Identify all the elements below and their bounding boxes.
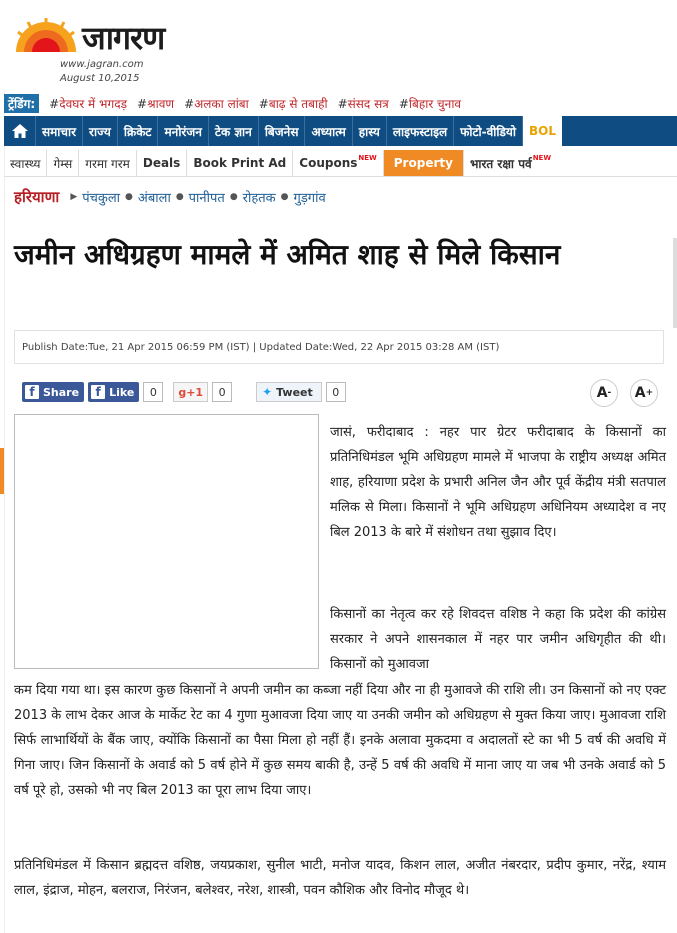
subnav-health[interactable]: स्वास्थ्य bbox=[4, 150, 47, 176]
nav-item-entertainment[interactable]: मनोरंजन bbox=[158, 116, 208, 146]
subnav-deals[interactable]: Deals bbox=[137, 150, 187, 176]
font-decrease-button[interactable]: A - bbox=[590, 379, 618, 407]
trending-item[interactable]: #देवघर में भगदड़ bbox=[49, 96, 128, 111]
new-badge: NEW bbox=[358, 154, 377, 162]
facebook-icon: f bbox=[91, 385, 105, 399]
google-plus-button[interactable]: g +1 bbox=[173, 382, 208, 402]
site-logo[interactable] bbox=[14, 14, 214, 86]
nav-item-spirituality[interactable]: अध्यात्म bbox=[305, 116, 352, 146]
subnav-property[interactable]: Property bbox=[384, 150, 464, 176]
breadcrumb-city[interactable]: पंचकुला bbox=[82, 191, 121, 206]
main-nav bbox=[4, 116, 677, 146]
google-plus-icon: g bbox=[178, 385, 187, 399]
trending-bar bbox=[4, 93, 677, 113]
article-paragraph: किसानों का नेतृत्व कर रहे शिवदत्त वशिष्ठ ने कहा कि प्रदेश की कांग्रेस सरकार ने अपने शासनकाल में नहर पार जमीन अधिगृहीत की थी। किसानों को मुआवजा bbox=[330, 607, 666, 672]
nav-item-photo-video[interactable]: फोटो-वीडियो bbox=[454, 116, 523, 146]
article-paragraph: जासं, फरीदाबाद : नहर पार ग्रेटर फरीदाबाद के किसानों का प्रतिनिधिमंडल भूमि अधिग्रहण मामले में भाजपा के राष्ट्रीय अध्यक्ष अमित शाह, हरियाणा प्रदेश के प्रभारी अनिल जैन और पूर्व केंद्रीय मंत्री सतपाल मलिक से मिला। किसानों ने भूमि अधिग्रहण अधिनियम अध्यादेश व नए बिल 2013 के बारे में संशोधन तथा सुझाव दिए। bbox=[330, 425, 666, 540]
trending-item[interactable]: #अलका लांबा bbox=[184, 96, 249, 111]
publish-info: Publish Date:Tue, 21 Apr 2015 06:59 PM (IST) | Updated Date:Wed, 22 Apr 2015 03:28 AM (IST) bbox=[14, 330, 664, 364]
breadcrumb-city[interactable]: अंबाला bbox=[137, 191, 171, 206]
nav-item-business[interactable]: बिजनेस bbox=[259, 116, 306, 146]
bullet-icon: ● bbox=[125, 192, 133, 202]
gplus-count: 0 bbox=[212, 382, 232, 402]
subnav-book-print-ad[interactable]: Book Print Ad bbox=[187, 150, 293, 176]
nav-item-states[interactable]: राज्य bbox=[83, 116, 118, 146]
logo-text: जागरण bbox=[82, 19, 165, 57]
trending-item[interactable]: #बिहार चुनाव bbox=[398, 96, 462, 111]
breadcrumb-state[interactable]: हरियाणा bbox=[14, 188, 60, 206]
logo-sun-icon bbox=[14, 18, 78, 52]
subnav-bharat-raksha-parv[interactable]: भारत रक्षा पर्व NEW bbox=[469, 154, 552, 171]
facebook-like-button[interactable]: f Like bbox=[88, 382, 139, 402]
article-image-placeholder bbox=[14, 414, 319, 669]
subnav-hot[interactable]: गरमा गरम bbox=[79, 150, 137, 176]
nav-item-bol[interactable]: BOL bbox=[523, 116, 562, 146]
trending-item[interactable]: #श्रावण bbox=[137, 96, 175, 111]
breadcrumb-city[interactable]: रोहतक bbox=[242, 191, 276, 206]
nav-item-tech[interactable]: टेक ज्ञान bbox=[209, 116, 259, 146]
tweet-button[interactable]: ✦ Tweet bbox=[256, 382, 322, 402]
like-count: 0 bbox=[143, 382, 163, 402]
article-paragraph: कम दिया गया था। इस कारण कुछ किसानों ने अपनी जमीन का कब्जा नहीं दिया और ना ही मुआवजे की राशि ली। उन किसानों को नए एक्ट 2013 के लाभ देकर आज के मार्केट रेट का 4 गुणा मुआवजा दिया जाए या उनकी जमीन को अधिग्रहण से मुक्त किया जाए। मुआवजा राशि सिर्फ लाभार्थियों के बैंक जाए, क्योंकि किसानों का पैसा मिला हो नहीं हैं। इनके अलावा मुकदमा व अदालतों स्टे का भी 5 वर्ष की अवधि में गिना जाए। जिन किसानों के अवार्ड को 5 वर्ष होने में कुछ समय बाकी है, उन्हें 5 वर्ष की अवधि में माना जाए या जब भी उनके अवार्ड को 5 वर्ष पूरे हो, उसको भी नए बिल 2013 का पूरा लाभ दिया जाए। bbox=[14, 683, 666, 798]
triangle-right-icon: ▶ bbox=[70, 192, 78, 202]
home-icon bbox=[11, 123, 29, 139]
article-title: जमीन अधिग्रहण मामले में अमित शाह से मिले किसान bbox=[14, 238, 561, 271]
nav-item-lifestyle[interactable]: लाइफस्टाइल bbox=[387, 116, 454, 146]
breadcrumb-city[interactable]: पानीपत bbox=[188, 191, 225, 206]
trending-item[interactable]: #बाढ़ से तबाही bbox=[258, 96, 328, 111]
subnav-coupons[interactable]: Coupons NEW bbox=[293, 150, 384, 176]
home-button[interactable] bbox=[4, 116, 36, 146]
twitter-icon: ✦ bbox=[262, 385, 273, 399]
font-increase-button[interactable]: A + bbox=[630, 379, 658, 407]
header-date: August 10,2015 bbox=[60, 73, 140, 84]
bullet-icon: ● bbox=[280, 192, 289, 202]
trending-item[interactable]: #संसद सत्र bbox=[337, 96, 389, 111]
nav-item-humor[interactable]: हास्य bbox=[353, 116, 387, 146]
left-rule bbox=[4, 90, 5, 933]
breadcrumb-city[interactable]: गुड़गांव bbox=[293, 191, 326, 206]
scroll-indicator bbox=[673, 238, 677, 328]
subnav-games[interactable]: गेम्स bbox=[47, 150, 79, 176]
breadcrumb bbox=[14, 186, 664, 208]
social-share-bar bbox=[22, 381, 352, 403]
article-paragraph: प्रतिनिधिमंडल में किसान ब्रह्मदत्त वशिष्ठ, जयप्रकाश, सुनील भाटी, मनोज यादव, किशन लाल, अजीत नंबरदार, प्रदीप कुमार, नरेंद्र, श्याम लाल, इंद्राज, मोहन, बलराज, निरंजन, बलेश्वर, नरेश, शास्त्री, पवन कौशिक और विनोद मौजूद थे। bbox=[14, 858, 666, 898]
site-url: www.jagran.com bbox=[60, 59, 144, 70]
facebook-icon: f bbox=[25, 385, 39, 399]
facebook-share-button[interactable]: f Share bbox=[22, 382, 84, 402]
feedback-tab[interactable] bbox=[0, 448, 4, 494]
bullet-icon: ● bbox=[175, 192, 184, 202]
nav-item-news[interactable]: समाचार bbox=[36, 116, 83, 146]
new-badge: NEW bbox=[532, 154, 552, 162]
sub-nav bbox=[4, 150, 677, 177]
nav-item-cricket[interactable]: क्रिकेट bbox=[118, 116, 159, 146]
trending-label: ट्रेंडिंग: bbox=[4, 94, 39, 113]
bullet-icon: ● bbox=[229, 192, 238, 202]
tweet-count: 0 bbox=[326, 382, 346, 402]
